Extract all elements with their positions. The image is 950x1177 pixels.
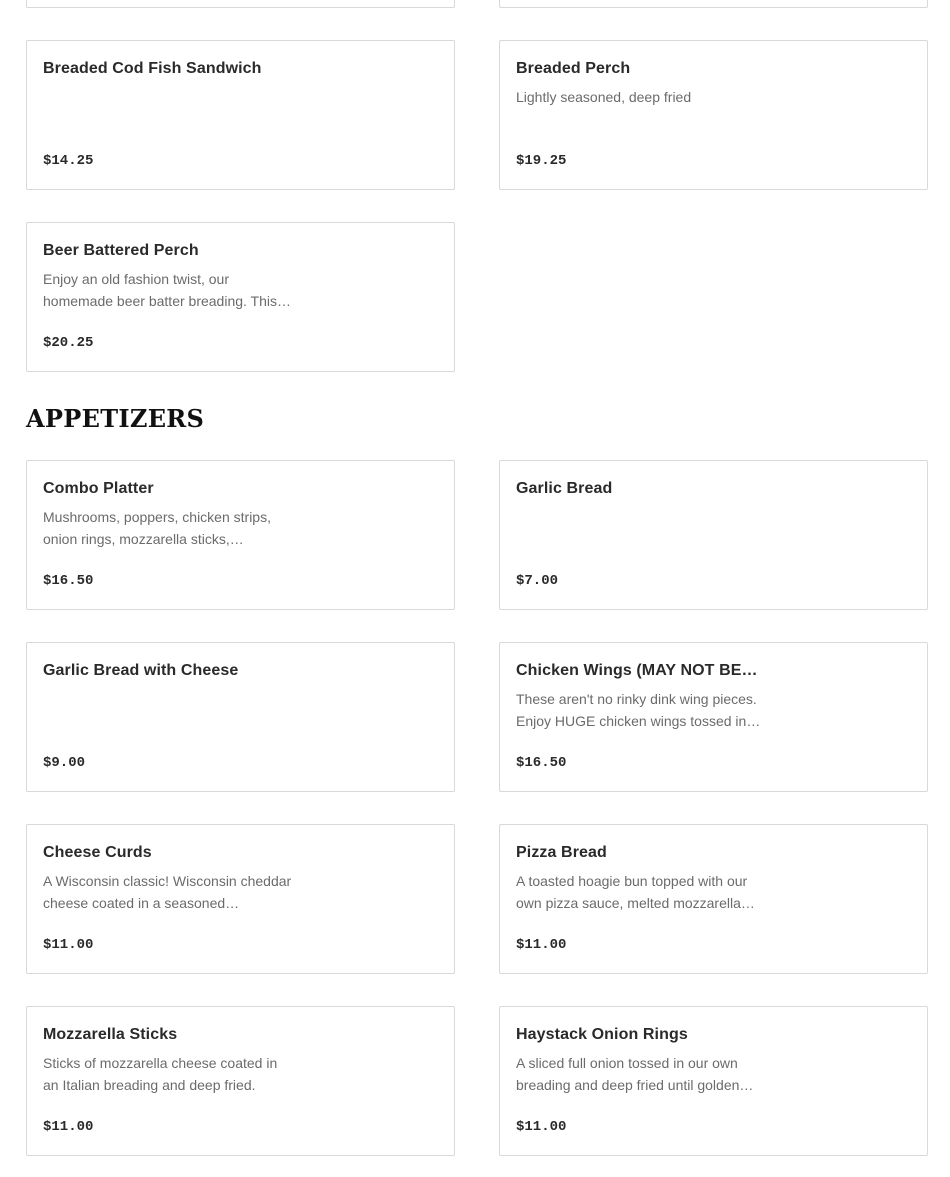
menu-item-description: Lightly seasoned, deep fried bbox=[516, 89, 692, 105]
section-title-appetizers: APPETIZERS bbox=[26, 404, 205, 433]
menu-item-name: Pizza Bread bbox=[516, 844, 607, 861]
menu-item-card[interactable] bbox=[499, 460, 928, 610]
menu-item-price: $20.25 bbox=[43, 335, 94, 351]
menu-item-description: Enjoy an old fashion twist, our homemade beer batter breading. This… bbox=[43, 271, 291, 309]
menu-item-name: Breaded Cod Fish Sandwich bbox=[43, 60, 262, 77]
menu-item-description: Mushrooms, poppers, chicken strips, onion rings, mozzarella sticks,… bbox=[43, 509, 271, 547]
menu-item-card[interactable] bbox=[26, 642, 455, 792]
menu-item-card[interactable] bbox=[499, 642, 928, 792]
menu-item-card[interactable] bbox=[499, 40, 928, 190]
menu-item-description: A sliced full onion tossed in our own breading and deep fried until golden… bbox=[516, 1055, 754, 1093]
menu-item-name: Chicken Wings (MAY NOT BE… bbox=[516, 662, 758, 679]
menu-item-description: These aren't no rinky dink wing pieces. Enjoy HUGE chicken wings tossed in… bbox=[516, 691, 761, 729]
menu-item-name: Mozzarella Sticks bbox=[43, 1026, 178, 1043]
menu-item-name: Garlic Bread with Cheese bbox=[43, 662, 239, 679]
menu-item-price: $19.25 bbox=[516, 153, 567, 169]
menu-item-card[interactable] bbox=[26, 222, 455, 372]
menu-item-description: Sticks of mozzarella cheese coated in an Italian breading and deep fried. bbox=[43, 1055, 278, 1093]
menu-item-card[interactable] bbox=[26, 1006, 455, 1156]
menu-item-card-partial[interactable] bbox=[26, 0, 455, 8]
menu-item-price: $11.00 bbox=[516, 1119, 567, 1135]
menu-item-card[interactable] bbox=[26, 824, 455, 974]
menu-item-price: $7.00 bbox=[516, 573, 559, 589]
menu-item-card[interactable] bbox=[499, 824, 928, 974]
menu-item-price: $16.50 bbox=[516, 755, 567, 771]
menu-item-name: Breaded Perch bbox=[516, 60, 631, 77]
menu-item-card-partial[interactable] bbox=[499, 0, 928, 8]
menu-item-card[interactable] bbox=[26, 460, 455, 610]
menu-item-name: Combo Platter bbox=[43, 480, 154, 497]
menu-item-price: $11.00 bbox=[516, 937, 567, 953]
menu-item-price: $11.00 bbox=[43, 1119, 94, 1135]
menu-item-price: $9.00 bbox=[43, 755, 86, 771]
menu-item-description: A Wisconsin classic! Wisconsin cheddar cheese coated in a seasoned… bbox=[43, 873, 292, 911]
menu-item-price: $11.00 bbox=[43, 937, 94, 953]
menu-item-name: Beer Battered Perch bbox=[43, 242, 199, 259]
menu-item-card[interactable] bbox=[26, 40, 455, 190]
menu-item-card[interactable] bbox=[499, 1006, 928, 1156]
menu-item-price: $14.25 bbox=[43, 153, 94, 169]
menu-item-price: $16.50 bbox=[43, 573, 94, 589]
menu-item-name: Haystack Onion Rings bbox=[516, 1026, 688, 1043]
menu-item-description: A toasted hoagie bun topped with our own pizza sauce, melted mozzarella… bbox=[516, 873, 755, 911]
menu-item-name: Cheese Curds bbox=[43, 844, 152, 861]
menu-item-name: Garlic Bread bbox=[516, 480, 613, 497]
